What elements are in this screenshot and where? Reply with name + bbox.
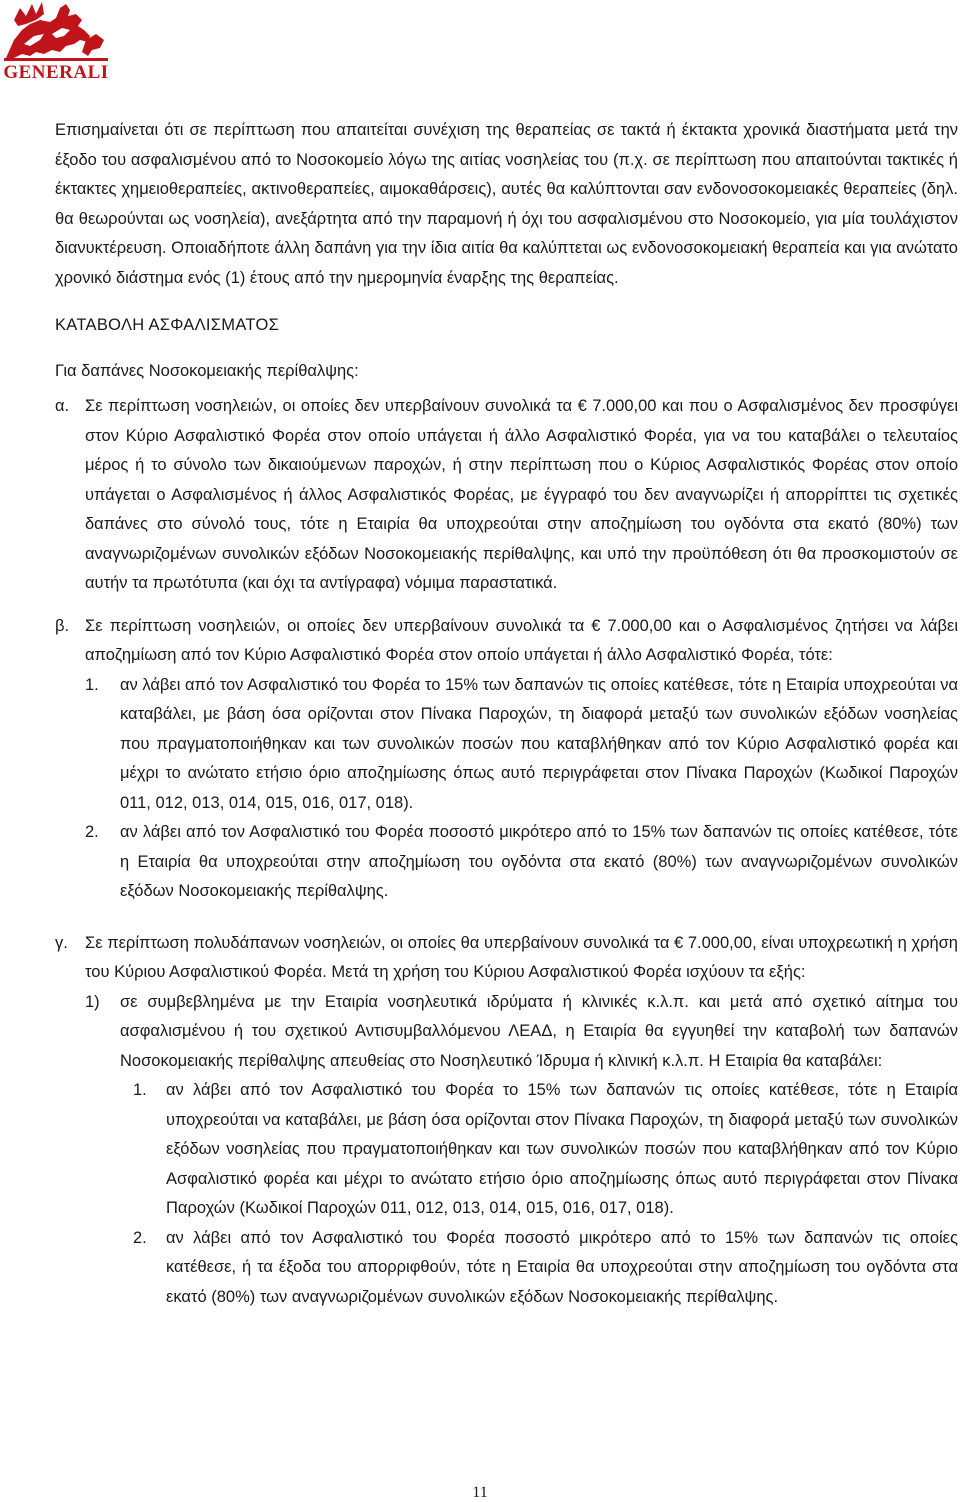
intro-paragraph: Επισημαίνεται ότι σε περίπτωση που απαιτείται συνέχιση της θεραπείας σε τακτά ή έκτακτα χρονικά διαστήματα μετά την έξοδο του ασφαλισμένου από το Νοσοκομείο λόγω της αιτίας νοσηλείας του (π.χ. σε περίπτωση που απαιτούνται τακτικές ή έκτακτες χημειοθεραπείες, ακτινοθεραπείες, αιμοκαθάρσεις), αυτές θα καλύπτονται σαν ενδονοσοκομειακές θεραπείες (δηλ. θα θεωρούνται ως νοσηλεία), ανεξάρτητα από την παραμονή ή όχι του ασφαλισμένου στο Νοσοκομείο, για μία τουλάχιστον διανυκτέρευση. Οποιαδήποτε άλλη δαπάνη για την ίδια αιτία θα καλύπτεται ως ενδονοσοκομειακή θεραπεία και για ανώτατο χρονικό διάστημα ενός (1) έτους από την ημερομηνία έναρξης της θεραπείας. bbox=[55, 121, 958, 287]
item-text: αν λάβει από τον Ασφαλιστικό του Φορέα το 15% των δαπανών τις οποίες κατέθεσε, τότε η Εταιρία υποχρεούται να καταβάλει, με βάση όσα ορίζονται στον Πίνακα Παροχών, τη διαφορά μεταξύ των συνολικών εξόδων νοσηλείας που πραγματοποιήθηκαν και των συνολικών ποσών που καταβλήθηκαν από τον Κύριο Ασφαλιστικό φορέα και μέχρι το ανώτατο ετήσιο όριο αποζημίωσης όπως αυτό περιγράφεται στον Πίνακα Παροχών (Κωδικοί Παροχών 011, 012, 013, 014, 015, 016, 017, 018). bbox=[166, 1081, 958, 1217]
item-text: αν λάβει από τον Ασφαλιστικό του Φορέα ποσοστό μικρότερο από το 15% των δαπανών τις οποίες κατέθεσε, ή τα έξοδα του απορριφθούν, τότε η Εταιρία θα υποχρεούται στην αποζημίωση του ογδόντα στα εκατό (80%) των αναγνωριζομένων συνολικών εξόδων Νοσοκομειακής περίθαλψης. bbox=[166, 1228, 958, 1306]
item-text: Σε περίπτωση πολυδάπανων νοσηλειών, οι οποίες θα υπερβαίνουν συνολικά τα € 7.000,00, είναι υποχρεωτική η χρήση του Κύριου Ασφαλιστικού Φορέα. Μετά τη χρήση του Κύριου Ασφαλιστικού Φορέα ισχύουν τα εξής: bbox=[85, 933, 958, 981]
subheading: Για δαπάνες Νοσοκομειακής περίθαλψης: bbox=[55, 361, 359, 380]
list-item-c-1-1 bbox=[133, 1076, 958, 1224]
item-text: αν λάβει από τον Ασφαλιστικό του Φορέα ποσοστό μικρότερο από το 15% των δαπανών τις οποίες κατέθεσε, τότε η Εταιρία θα υποχρεούται στην αποζημίωση του ογδόντα στα εκατό (80%) των αναγνωριζομένων συνολικών εξόδων Νοσοκομειακής περίθαλψης. bbox=[120, 823, 958, 900]
list-item-c-1-2 bbox=[133, 1224, 958, 1313]
item-label: 1) bbox=[85, 992, 100, 1011]
item-text: Σε περίπτωση νοσηλειών, οι οποίες δεν υπερβαίνουν συνολικά τα € 7.000,00 και που ο Ασφαλισμένος δεν προσφύγει στον Κύριο Ασφαλιστικό Φορέα στον οποίο υπάγεται ή άλλο Ασφαλιστικό Φορέα, για να του καταβάλει ο τελευταίος μέρος ή το σύνολο των δικαιούμενων παροχών, ή στην περίπτωση που ο Κύριος Ασφαλιστικός Φορέας στον οποίο υπάγεται ο Ασφαλισμένος ή άλλος Ασφαλιστικός Φορέας, με έγγραφό του δεν αναγνωρίζει ή απορρίπτει τις σχετικές δαπάνες στο σύνολό τους, τότε η Εταιρία θα υποχρεούται στην αποζημίωση του ογδόντα στα εκατό (80%) των αναγνωριζομένων συνολικών εξόδων Νοσοκομειακής περίθαλψης, και υπό την προϋπόθεση ότι θα προσκομιστούν σε αυτήν τα πρωτότυπα (και όχι τα αντίγραφα) νόμιμα παραστατικά. bbox=[85, 397, 958, 592]
generali-logo bbox=[0, 0, 112, 86]
item-text: Σε περίπτωση νοσηλειών, οι οποίες δεν υπερβαίνουν συνολικά τα € 7.000,00 και ο Ασφαλισμένος ζητήσει να λάβει αποζημίωση από τον Κύριο Ασφαλιστικό Φορέα στον οποίο υπάγεται ή άλλο Ασφαλιστικό Φορέα, τότε: bbox=[85, 616, 958, 664]
item-label: γ. bbox=[55, 933, 68, 952]
item-label: 2. bbox=[133, 1228, 147, 1247]
item-text: αν λάβει από τον Ασφαλιστικό του Φορέα το 15% των δαπανών τις οποίες κατέθεσε, τότε η Εταιρία υποχρεούται να καταβάλει, με βάση όσα ορίζονται στον Πίνακα Παροχών, τη διαφορά μεταξύ των συνολικών εξόδων νοσηλείας που πραγματοποιήθηκαν και των συνολικών ποσών που καταβλήθηκαν από τον Κύριο Ασφαλιστικό φορέα και μέχρι το ανώτατο ετήσιο όριο αποζημίωσης όπως αυτό περιγράφεται στον Πίνακα Παροχών (Κωδικοί Παροχών 011, 012, 013, 014, 015, 016, 017, 018). bbox=[120, 675, 958, 812]
list-item-c-1 bbox=[85, 988, 958, 1077]
item-label: 2. bbox=[85, 823, 99, 841]
list-item-b-1 bbox=[85, 671, 958, 819]
item-label: 1. bbox=[133, 1081, 147, 1099]
item-text: σε συμβεβλημένα με την Εταιρία νοσηλευτικά ιδρύματα ή κλινικές κ.λ.π. και μετά από σχετικό αίτημα του ασφαλισμένου ή του σχετικού Αντισυμβαλλόμενου ΛΕΑΔ, η Εταιρία θα εγγυηθεί την καταβολή των δαπανών Νοσοκομειακής περίθαλψης απευθείας στο Νοσηλευτικό Ίδρυμα ή κλινική κ.λ.π. Η Εταιρία θα καταβάλει: bbox=[120, 992, 958, 1070]
item-label: 1. bbox=[85, 675, 99, 694]
list-item-a bbox=[55, 392, 958, 599]
list-item-c bbox=[55, 929, 958, 988]
item-label: α. bbox=[55, 397, 70, 415]
winged-lion-icon bbox=[0, 0, 112, 64]
item-label: β. bbox=[55, 616, 70, 635]
page-number: 11 bbox=[472, 1484, 488, 1501]
list-item-b-2 bbox=[85, 818, 958, 907]
logo-wordmark: GENERALI bbox=[3, 62, 109, 83]
section-heading: ΚΑΤΑΒΟΛΗ ΑΣΦΑΛΙΣΜΑΤΟΣ bbox=[55, 316, 280, 334]
list-item-b bbox=[55, 612, 958, 671]
document-body bbox=[55, 116, 958, 1312]
